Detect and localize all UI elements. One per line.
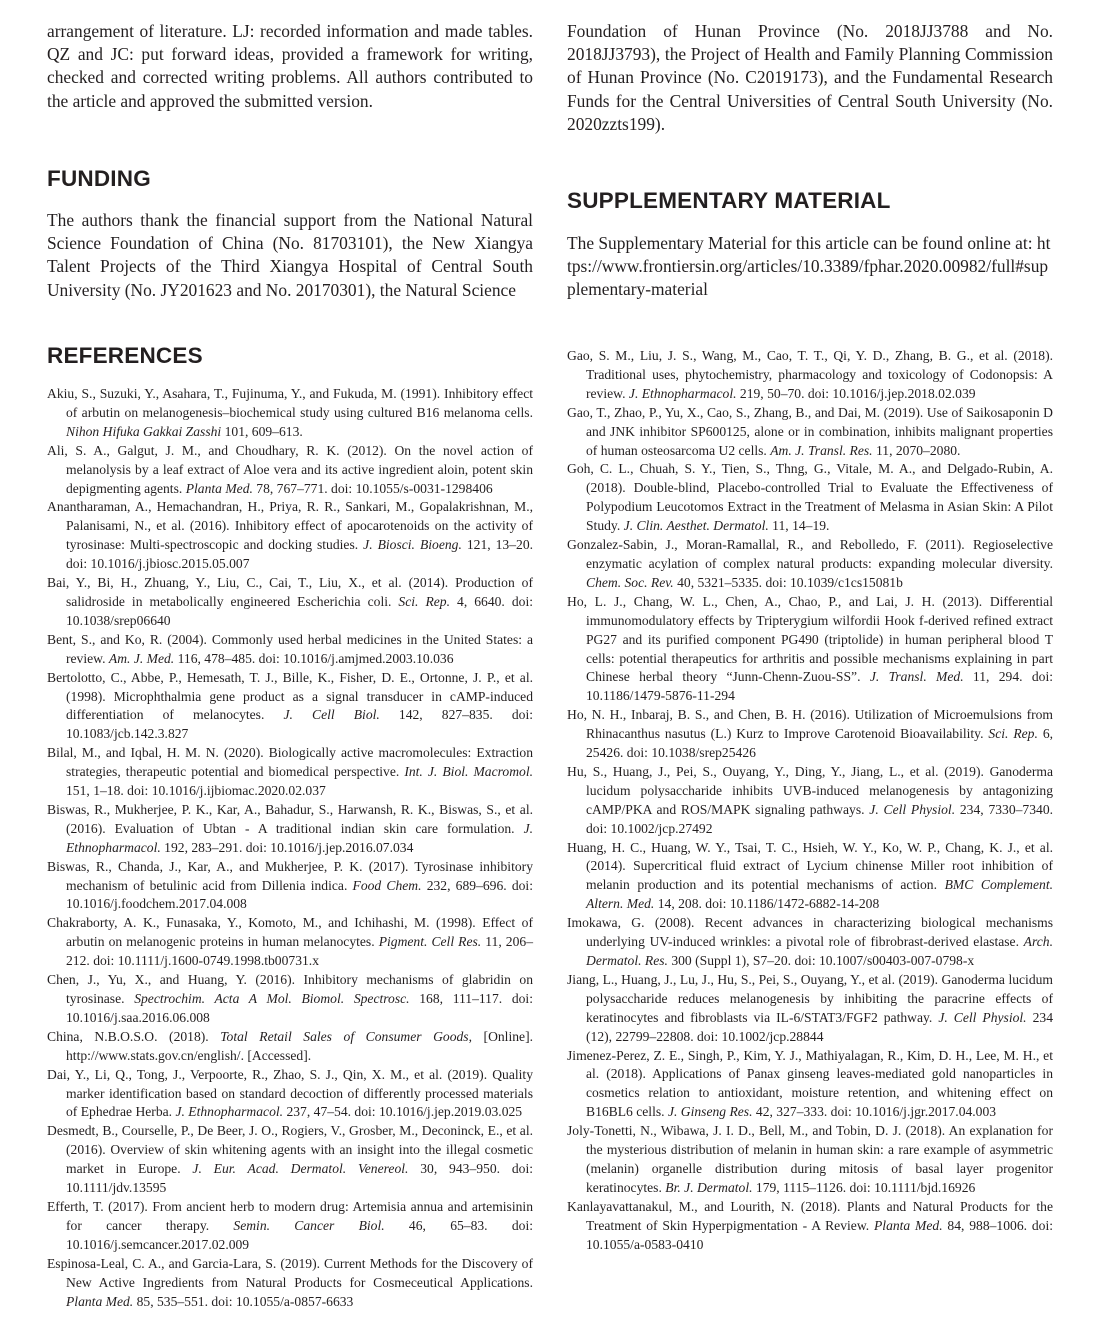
reference-journal: J. Biosci. Bioeng. — [363, 537, 462, 553]
reference-item — [47, 858, 533, 915]
funding-heading: FUNDING — [47, 166, 151, 191]
reference-details: 4, 6640. doi: 10.1038/srep06640 — [66, 593, 534, 628]
reference-details: 11, 206–212. doi: 10.1111/j.1600-0749.1998.tb00731.x — [66, 934, 533, 969]
reference-citation: Biswas, R., Mukherjee, P. K., Kar, A., Bahadur, S., Harwansh, R. K., Biswas, S., et al. (2016). Evaluation of Ubtan - A traditional indian skin care formulation. — [47, 801, 533, 836]
reference-details: 232, 689–696. doi: 10.1016/j.foodchem.2017.04.008 — [66, 877, 533, 912]
reference-citation: Espinosa-Leal, C. A., and Garcia-Lara, S. (2019). Current Methods for the Discovery of New Active Ingredients from Natural Products for Cosmeceutical Applications. — [47, 1255, 533, 1290]
reference-journal: J. Cell Physiol. — [938, 1009, 1027, 1025]
reference-citation: Kanlayavattanakul, M., and Lourith, N. (2018). Plants and Natural Products for the Treatment of Skin Hyperpigmentation - A Review. — [567, 1198, 1053, 1233]
reference-item — [47, 442, 533, 499]
reference-citation: Joly-Tonetti, N., Wibawa, J. I. D., Bell, M., and Tobin, D. J. (2018). An explanation for the mysterious distribution of melanin in human skin: a rare example of asymmetric (melanin) organelle distribution during mitosis of basal layer progenitor keratinocytes. — [567, 1123, 1053, 1195]
reference-journal: Br. J. Dermatol. — [665, 1179, 753, 1195]
funding-text: The authors thank the financial support from the National Natural Science Foundation of China (No. 81703101), the New Xiangya Talent Projects of the Third Xiangya Hospital of Central South University (No. JY201623 and No. 20170301), the Natural Science — [47, 210, 533, 300]
reference-item — [567, 763, 1053, 839]
supplementary-intro: The Supplementary Material for this article can be found online at: — [567, 233, 1033, 253]
reference-citation: Imokawa, G. (2008). Recent advances in characterizing biological mechanisms underlying UV-induced wrinkles: a pivotal role of fibrobrast-derived elastase. — [567, 915, 1053, 950]
reference-item — [567, 1198, 1053, 1255]
reference-details: 85, 535–551. doi: 10.1055/a-0857-6633 — [133, 1293, 354, 1309]
reference-citation: Huang, H. C., Huang, W. Y., Tsai, T. C., Hsieh, W. Y., Ko, W. P., Chang, K. J., et al. (2014). Supercritical fluid extract of Lycium chinense Miller root inhibition of melanin production and its potential mechanisms of action. — [567, 839, 1053, 893]
reference-details: , [Online]. http://www.stats.gov.cn/english/. [Accessed]. — [66, 1028, 533, 1063]
reference-details: 142, 827–835. doi: 10.1083/jcb.142.3.827 — [66, 707, 534, 742]
reference-item — [47, 498, 533, 574]
reference-journal: J. Ethnopharmacol. — [628, 385, 737, 401]
reference-details: 121, 13–20. doi: 10.1016/j.jbiosc.2015.05.007 — [66, 537, 534, 572]
reference-item — [47, 669, 533, 745]
reference-details: 40, 5321–5335. doi: 10.1039/c1cs15081b — [673, 574, 903, 590]
reference-details: 219, 50–70. doi: 10.1016/j.jep.2018.02.039 — [736, 385, 976, 401]
reference-item — [567, 839, 1053, 915]
reference-citation: Ho, L. J., Chang, W. L., Chen, A., Chao, P., and Lai, J. H. (2013). Differential immunomodulatory effects by Tripterygium wilfordii Hook f-derived refined extract PG27 and its purified component PG490 (triptolide) in human peripheral blood T cells: potential therapeutics for arthritis and possible mechanisms explaining in part Chinese herbal theory “Junn-Chenn-Zuou-SS”. — [567, 593, 1053, 685]
reference-journal: Chem. Soc. Rev. — [586, 574, 674, 590]
reference-citation: Bilal, M., and Iqbal, H. M. N. (2020). Biologically active macromolecules: Extraction strategies, therapeutic potential and biomedical perspective. — [47, 745, 533, 780]
reference-item — [567, 404, 1053, 461]
reference-journal: J. Clin. Aesthet. Dermatol. — [623, 518, 769, 534]
reference-details: 179, 1115–1126. doi: 10.1111/bjd.16926 — [752, 1179, 976, 1195]
reference-citation: Jimenez-Perez, Z. E., Singh, P., Kim, Y. J., Mathiyalagan, R., Kim, D. H., Lee, M. H., et al. (2018). Applications of Panax ginseng leaves-mediated gold nanoparticles in cosmetics relation to antioxidant, moisture retention, and whitening effect on B16BL6 cells. — [567, 1047, 1053, 1120]
reference-details: 192, 283–291. doi: 10.1016/j.jep.2016.07.034 — [160, 839, 414, 855]
reference-journal: Planta Med. — [873, 1217, 943, 1233]
reference-citation: Ali, S. A., Galgut, J. M., and Choudhary, R. K. (2012). On the novel action of melanolysis by a leaf extract of Aloe vera and its active ingredient aloin, potent skin depigmenting agents. — [47, 442, 533, 496]
reference-citation: Efferth, T. (2017). From ancient herb to modern drug: Artemisia annua and artemisinin for cancer therapy. — [47, 1198, 533, 1233]
reference-citation: Dai, Y., Li, Q., Tong, J., Verpoorte, R., Zhao, S. J., Qin, X. M., et al. (2019). Quality marker identification based on standard decoction of differently processed materials of Ephedrae Herba. — [47, 1066, 533, 1120]
reference-journal: J. Ethnopharmacol. — [175, 1104, 284, 1120]
references-heading: REFERENCES — [47, 343, 203, 368]
funding-text-continued: Foundation of Hunan Province (No. 2018JJ3788 and No. 2018JJ3793), the Project of Health and Family Planning Commission of Hunan Province (No. C2019173), and the Fundamental Research Funds for the Central Universities of Central South University (No. 2020zzts199). — [567, 21, 1053, 134]
reference-details: 46, 65–83. doi: 10.1016/j.semcancer.2017.02.009 — [66, 1217, 533, 1252]
reference-item — [47, 971, 533, 1028]
reference-details: 14, 208. doi: 10.1186/1472-6882-14-208 — [654, 896, 880, 912]
reference-journal: Total Retail Sales of Consumer Goods — [220, 1028, 469, 1044]
reference-journal: J. Ginseng Res. — [667, 1104, 753, 1120]
reference-item — [47, 574, 533, 631]
reference-details: 78, 767–771. doi: 10.1055/s-0031-1298406 — [252, 480, 493, 496]
reference-journal: Food Chem. — [352, 877, 422, 893]
reference-journal: Nihon Hifuka Gakkai Zasshi — [66, 423, 222, 439]
reference-citation: Akiu, S., Suzuki, Y., Asahara, T., Fujinuma, Y., and Fukuda, M. (1991). Inhibitory effect of arbutin on melanogenesis–biochemical study using cultured B16 melanoma cells. — [47, 386, 533, 420]
reference-citation: Desmedt, B., Courselle, P., De Beer, J. O., Rogiers, V., Grosber, M., Deconinck, E., et al. (2016). Overview of skin whitening agents with an insight into the illegal cosmetic market in Europe. — [47, 1123, 533, 1177]
supplementary-link[interactable]: https://www.frontiersin.org/articles/10.3389/fphar.2020.00982/full#supplementary-material — [567, 233, 1051, 300]
reference-details: 101, 609–613. — [221, 423, 303, 439]
reference-citation: Bertolotto, C., Abbe, P., Hemesath, T. J., Bille, K., Fisher, D. E., Ortonne, J. P., et al. (1998). Microphthalmia gene product as a signal transducer in cAMP-induced differentiation of melanocytes. — [47, 669, 533, 723]
reference-citation: Gao, T., Zhao, P., Yu, X., Cao, S., Zhang, B., and Dai, M. (2019). Use of Saikosaponin D and JNK inhibitor SP600125, alone or in combination, inhibits malignant properties of human osteosarcoma U2 cells. — [567, 404, 1053, 458]
reference-citation: Jiang, L., Huang, J., Lu, J., Hu, S., Pei, S., Ouyang, Y., et al. (2019). Ganoderma lucidum polysaccharide reduces melanogenesis by inhibiting the paracrine effects of keratinocytes and fibroblasts via IL-6/STAT3/FGF2 pathway. — [567, 971, 1053, 1025]
reference-citation: Anantharaman, A., Hemachandran, H., Priya, R. R., Sankari, M., Gopalakrishnan, M., Palanisami, N., et al. (2016). Inhibitory effect of apocarotenoids on the activity of tyrosinase: Multi-spectroscopic and docking studies. — [47, 499, 533, 553]
reference-journal: Spectrochim. Acta A Mol. Biomol. Spectrosc. — [134, 991, 410, 1006]
reference-citation: Gao, S. M., Liu, J. S., Wang, M., Cao, T. T., Qi, Y. D., Zhang, B. G., et al. (2018). Traditional uses, phytochemistry, pharmacology and toxicology of Codonopsis: A review. — [567, 348, 1053, 401]
reference-journal: Semin. Cancer Biol. — [233, 1217, 385, 1233]
reference-item — [567, 593, 1053, 706]
reference-item — [567, 706, 1053, 763]
reference-details: 11, 294. doi: 10.1186/1479-5876-11-294 — [586, 669, 1053, 704]
reference-item — [567, 536, 1053, 593]
reference-details: 30, 943–950. doi: 10.1111/jdv.13595 — [66, 1161, 533, 1196]
reference-item — [47, 744, 533, 801]
reference-journal: Am. J. Transl. Res. — [770, 442, 873, 458]
reference-journal: Arch. Dermatol. Res. — [586, 934, 1053, 968]
reference-item — [47, 631, 533, 669]
reference-journal: BMC Complement. Altern. Med. — [586, 877, 1053, 912]
reference-details: 168, 111–117. doi: 10.1016/j.saa.2016.06.008 — [66, 991, 533, 1025]
reference-details: 234, 7330–7340. doi: 10.1002/jcp.27492 — [586, 801, 1054, 836]
reference-details: 11, 2070–2080. — [872, 442, 961, 458]
reference-item — [567, 914, 1053, 971]
reference-item — [47, 1198, 533, 1255]
reference-item — [47, 1066, 533, 1123]
reference-item — [47, 385, 533, 442]
reference-item — [567, 1122, 1053, 1198]
reference-details: 6, 25426. doi: 10.1038/srep25426 — [586, 726, 1054, 761]
reference-journal: Am. J. Med. — [108, 650, 175, 666]
reference-journal: J. Transl. Med. — [869, 669, 964, 685]
reference-details: 234 (12), 22799–22808. doi: 10.1002/jcp.28844 — [586, 1009, 1053, 1044]
reference-item — [567, 347, 1053, 404]
reference-citation: China, N.B.O.S.O. (2018). — [47, 1028, 221, 1044]
reference-item — [567, 971, 1053, 1047]
reference-journal: J. Ethnopharmacol. — [66, 820, 533, 855]
reference-citation: Bai, Y., Bi, H., Zhuang, Y., Liu, C., Cai, T., Liu, X., et al. (2014). Production of salidroside in metabolically engineered Escherichia coli. — [47, 575, 533, 609]
reference-citation: Bent, S., and Ko, R. (2004). Commonly used herbal medicines in the United States: a review. — [47, 631, 533, 666]
reference-item — [47, 801, 533, 858]
reference-journal: Planta Med. — [66, 1293, 134, 1309]
reference-citation: Goh, C. L., Chuah, S. Y., Tien, S., Thng, G., Vitale, M. A., and Delgado-Rubin, A. (2018). Double-blind, Placebo-controlled Trial to Evaluate the Effectiveness of Polypodium Leucotomos Extract in the Treatment of Melasma in Asian Skin: A Pilot Study. — [567, 461, 1053, 534]
reference-journal: J. Cell Physiol. — [869, 801, 956, 817]
reference-journal: Sci. Rep. — [398, 593, 450, 609]
supplementary-heading: SUPPLEMENTARY MATERIAL — [567, 188, 891, 213]
reference-journal: Planta Med. — [185, 480, 253, 496]
reference-citation: Chen, J., Yu, X., and Huang, Y. (2016). Inhibitory mechanisms of glabridin on tyrosinase. — [47, 972, 533, 1006]
reference-citation: Ho, N. H., Inbaraj, B. S., and Chen, B. H. (2016). Utilization of Microemulsions from Rhinacanthus nasutus (L.) Kurz to Improve Carotenoid Bioavailability. — [567, 707, 1053, 742]
reference-journal: J. Cell Biol. — [283, 707, 380, 723]
reference-citation: Chakraborty, A. K., Funasaka, Y., Komoto, M., and Ichihashi, M. (1998). Effect of arbutin on melanogenic proteins in human melanocytes. — [47, 915, 533, 950]
reference-item — [567, 1047, 1053, 1123]
reference-details: 42, 327–333. doi: 10.1016/j.jgr.2017.04.003 — [752, 1104, 997, 1120]
reference-journal: J. Eur. Acad. Dermatol. Venereol. — [192, 1161, 409, 1177]
reference-details: 237, 47–54. doi: 10.1016/j.jep.2019.03.025 — [283, 1104, 523, 1120]
reference-item — [47, 914, 533, 971]
reference-item — [47, 1255, 533, 1312]
author-contributions-text: arrangement of literature. LJ: recorded information and made tables. QZ and JC: put forward ideas, provided a framework for writing, checked and corrected writing problems. All authors contributed to the article and approved the submitted version. — [47, 21, 533, 111]
reference-citation: Hu, S., Huang, J., Pei, S., Ouyang, Y., Ding, Y., Jiang, L., et al. (2019). Ganoderma lucidum polysaccharide inhibits UVB-induced melanogenesis by antagonizing cAMP/PKA and ROS/MAPK signaling pathways. — [567, 763, 1053, 817]
reference-details: 300 (Suppl 1), S7–20. doi: 10.1007/s00403-007-0798-x — [667, 953, 975, 968]
reference-citation: Gonzalez-Sabin, J., Moran-Ramallal, R., and Rebolledo, F. (2011). Regioselective enzymatic acylation of complex natural products: expanding molecular diversity. — [567, 537, 1053, 571]
reference-journal: Int. J. Biol. Macromol. — [404, 764, 533, 780]
reference-item — [567, 460, 1053, 536]
reference-citation: Biswas, R., Chanda, J., Kar, A., and Mukherjee, P. K. (2017). Tyrosinase inhibitory mechanism of betulinic acid from Dillenia indica. — [47, 858, 533, 893]
reference-details: 84, 988–1006. doi: 10.1055/a-0583-0410 — [586, 1217, 1053, 1252]
reference-journal: Pigment. Cell Res. — [378, 934, 482, 950]
reference-details: 151, 1–18. doi: 10.1016/j.ijbiomac.2020.02.037 — [66, 783, 326, 799]
reference-journal: Sci. Rep. — [988, 726, 1038, 742]
references-list-right — [567, 347, 1053, 1255]
reference-details: 11, 14–19. — [768, 518, 830, 534]
reference-details: 116, 478–485. doi: 10.1016/j.amjmed.2003.10.036 — [174, 650, 454, 666]
reference-item — [47, 1122, 533, 1198]
supplementary-text — [567, 232, 1053, 302]
reference-item — [47, 1028, 533, 1066]
references-list-left — [47, 385, 533, 1311]
